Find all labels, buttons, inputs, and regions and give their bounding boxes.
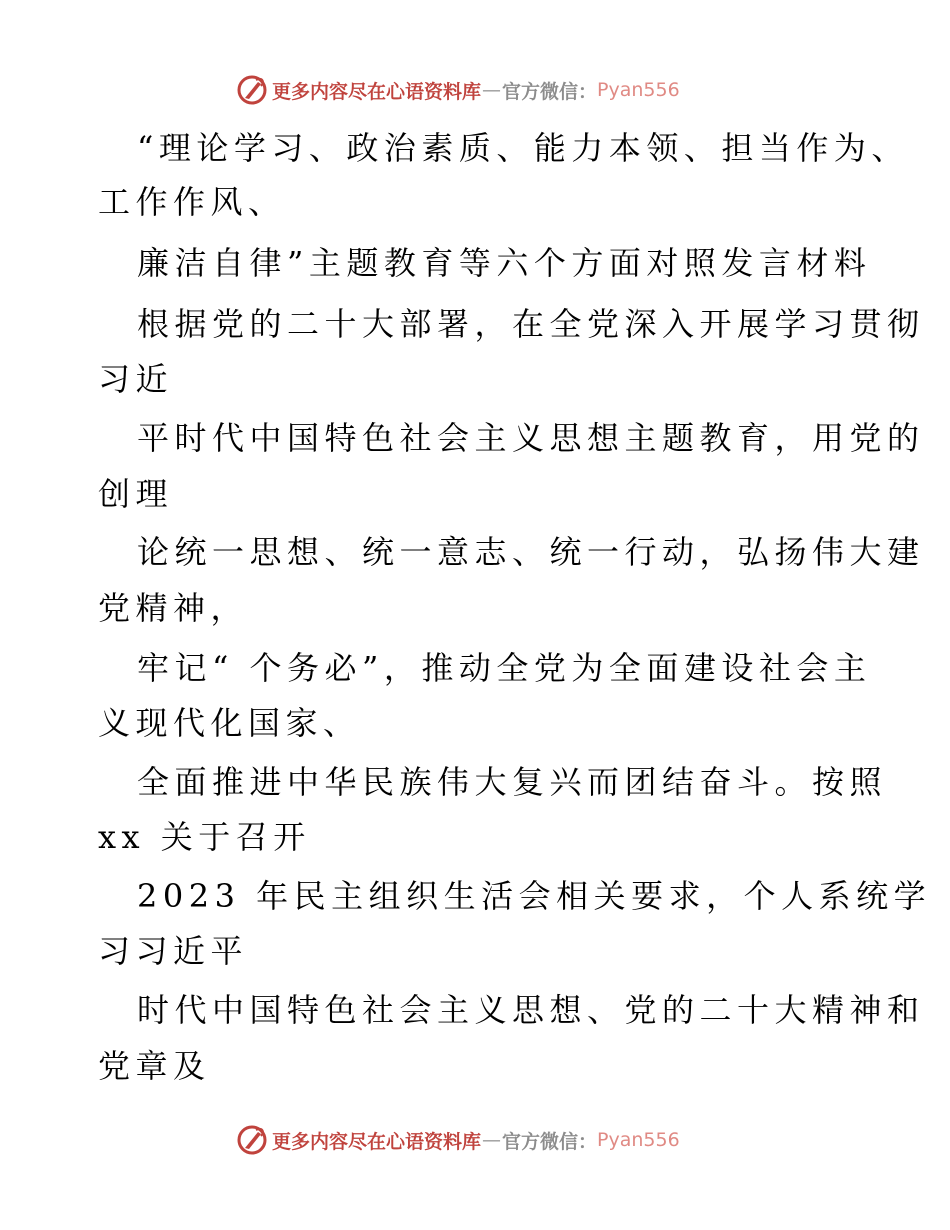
watermark-dash: — xyxy=(482,79,502,101)
text-line: 义现代化国家、 xyxy=(98,704,361,742)
text-line: 时代中国特色社会主义思想、党的二十大精神和 xyxy=(137,991,925,1029)
text-line: 习近 xyxy=(98,360,174,398)
text-line: 创理 xyxy=(98,475,174,513)
watermark-brand: 更多内容尽在心语资料库 xyxy=(272,1130,482,1153)
footer-watermark xyxy=(236,1123,680,1157)
text-line: 牢记“ 个务必”，推动全党为全面建设社会主 xyxy=(137,649,872,687)
text-line: 习习近平 xyxy=(98,932,249,970)
text-line: 党章及 xyxy=(98,1047,211,1085)
watermark-contact-label: 官方微信： xyxy=(502,80,598,103)
quill-logo-icon xyxy=(236,1124,268,1156)
watermark-contact-id: Pyan556 xyxy=(597,79,680,101)
text-line: 论统一思想、统一意志、统一行动，弘扬伟大建 xyxy=(137,533,925,571)
watermark-dash: — xyxy=(482,1129,502,1151)
text-line: “理论学习、政治素质、能力本领、担当作为、 xyxy=(137,129,909,167)
text-line: 党精神， xyxy=(98,589,249,627)
text-line: 根据党的二十大部署，在全党深入开展学习贯彻 xyxy=(137,305,925,343)
text-line: 平时代中国特色社会主义思想主题教育，用党的 xyxy=(137,419,925,457)
text-line: 工作作风、 xyxy=(98,183,286,221)
watermark-brand: 更多内容尽在心语资料库 xyxy=(272,80,482,103)
watermark-contact-label: 官方微信： xyxy=(502,1130,598,1153)
text-line: 2023 年民主组织生活会相关要求，个人系统学 xyxy=(137,877,932,915)
watermark-contact-id: Pyan556 xyxy=(597,1129,680,1151)
header-watermark xyxy=(236,73,680,107)
text-line: xx 关于召开 xyxy=(98,818,311,856)
text-line: 全面推进中华民族伟大复兴而团结奋斗。按照 xyxy=(137,763,888,801)
quill-logo-icon xyxy=(236,74,268,106)
text-line: 廉洁自律”主题教育等六个方面对照发言材料 xyxy=(137,244,872,282)
